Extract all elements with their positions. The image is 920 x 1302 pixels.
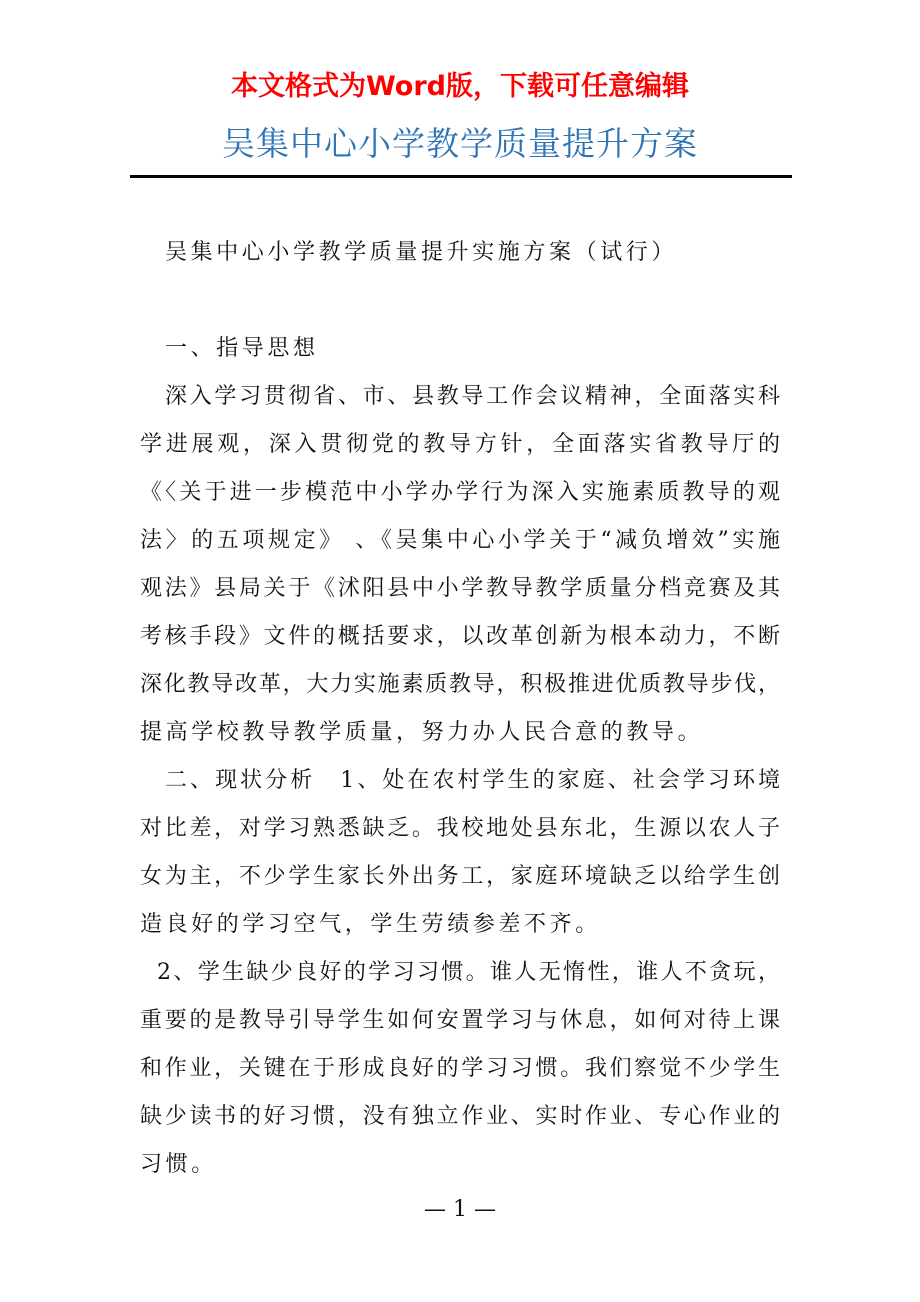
word-format-banner: 本文格式为Word版，下载可任意编辑 <box>230 71 689 102</box>
document-title: 吴集中心小学教学质量提升方案 <box>222 124 698 163</box>
header-divider <box>130 175 792 178</box>
text-line: 女为主，不少学生家长外出务工，家庭环境缺乏以给学生创 <box>140 864 780 889</box>
document-body <box>140 229 780 1189</box>
text-line: 吴集中心小学教学质量提升实施方案（试行） <box>165 240 678 265</box>
text-line: 重要的是教导引导学生如何安置学习与休息，如何对待上课 <box>140 1008 780 1033</box>
text-line: 缺少读书的好习惯，没有独立作业、实时作业、专心作业的 <box>140 1104 780 1129</box>
text-line: 2、学生缺少良好的学习习惯。谁人无惰性，谁人不贪玩， <box>157 960 780 985</box>
text-line: 考核手段》文件的概括要求，以改革创新为根本动力，不断 <box>140 624 780 649</box>
text-line: 深化教导改革，大力实施素质教导，积极推进优质教导步伐， <box>140 672 780 697</box>
text-line: 造良好的学习空气，学生劳绩参差不齐。 <box>140 912 601 937</box>
text-line: 提高学校教导教学质量，努力办人民合意的教导。 <box>140 720 704 745</box>
text-line: 对比差，对学习熟悉缺乏。我校地处县东北，生源以农人子 <box>140 816 780 841</box>
text-line: 法〉的五项规定》 、《吴集中心小学关于“减负增效”实施 <box>140 528 780 553</box>
text-line <box>140 277 780 325</box>
page-number: — 1 — <box>424 1197 496 1222</box>
text-line: 习惯。 <box>140 1152 217 1177</box>
text-line: 一、指导思想 <box>165 336 319 361</box>
text-line: 观法》县局关于《沭阳县中小学教导教学质量分档竞赛及其 <box>140 576 780 601</box>
text-line: 《〈关于进一步模范中小学办学行为深入实施素质教导的观 <box>140 480 780 505</box>
text-line: 和作业，关键在于形成良好的学习习惯。我们察觉不少学生 <box>140 1056 780 1081</box>
text-line: 学进展观，深入贯彻党的教导方针，全面落实省教导厅的 <box>140 432 780 457</box>
text-line: 二、现状分析 1、处在农村学生的家庭、社会学习环境 <box>165 768 780 793</box>
text-line: 深入学习贯彻省、市、县教导工作会议精神，全面落实科 <box>165 384 780 409</box>
